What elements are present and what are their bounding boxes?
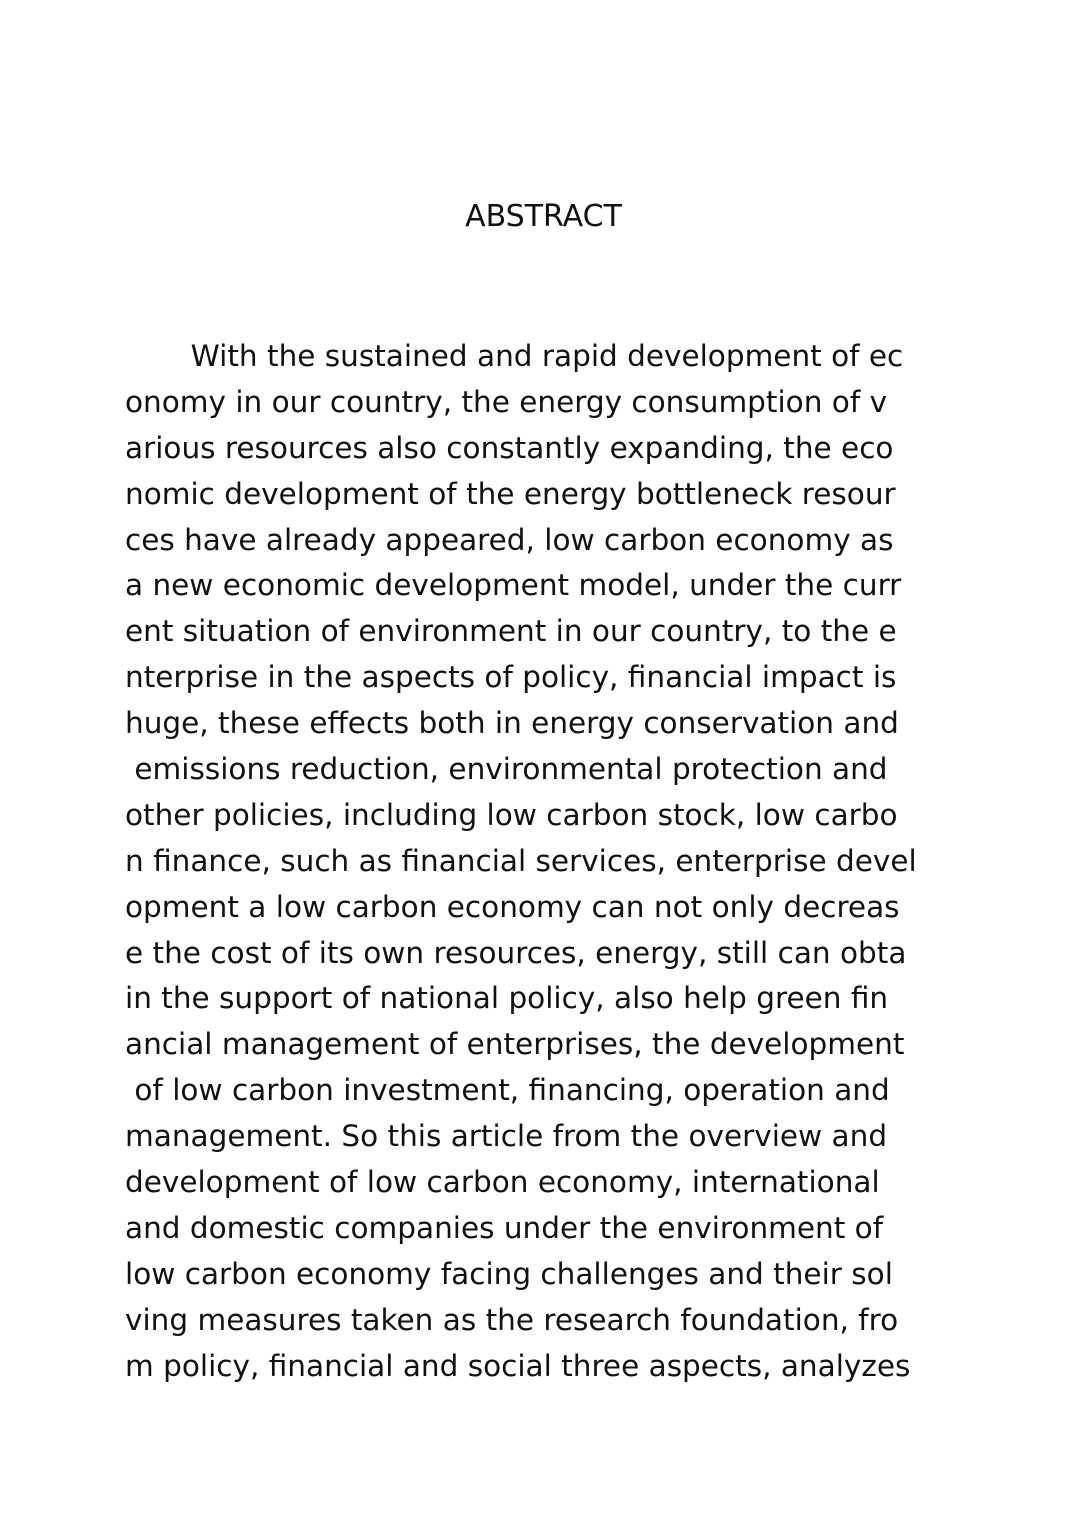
abstract-line: m policy, financial and social three aspects, analyzes [125,1348,911,1383]
abstract-line: and domestic companies under the environment of [125,1210,884,1245]
abstract-title: ABSTRACT [465,199,622,234]
abstract-line: management. So this article from the overview and [125,1119,888,1154]
abstract-line: nomic development of the energy bottleneck resour [125,476,896,511]
abstract-line: a new economic development model, under the curr [125,568,902,603]
abstract-line: With the sustained and rapid development of ec [125,339,904,373]
abstract-line: e the cost of its own resources, energy, still can obta [125,935,907,970]
abstract-line: ancial management of enterprises, the development [125,1027,905,1062]
abstract-line: opment a low carbon economy can not only decreas [125,889,900,924]
abstract-line: n finance, such as financial services, enterprise devel [125,843,917,878]
abstract-line: ces have already appeared, low carbon economy as [125,522,894,557]
abstract-line: nterprise in the aspects of policy, financial impact is [125,660,897,695]
abstract-line: ent situation of environment in our country, to the e [125,614,897,649]
abstract-line: emissions reduction, environmental protection and [125,752,888,787]
abstract-line: other policies, including low carbon stock, low carbo [125,797,898,832]
abstract-line: low carbon economy facing challenges and their sol [125,1256,893,1291]
abstract-line: ving measures taken as the research foundation, fro [125,1302,899,1337]
abstract-line: onomy in our country, the energy consumption of v [125,384,888,419]
abstract-line: huge, these effects both in energy conservation and [125,706,899,741]
abstract-line: of low carbon investment, financing, operation and [125,1073,890,1108]
abstract-line: development of low carbon economy, international [125,1165,880,1200]
abstract-line: in the support of national policy, also help green fin [125,981,889,1016]
abstract-line: arious resources also constantly expanding, the eco [125,430,894,465]
abstract-body [125,334,985,1389]
